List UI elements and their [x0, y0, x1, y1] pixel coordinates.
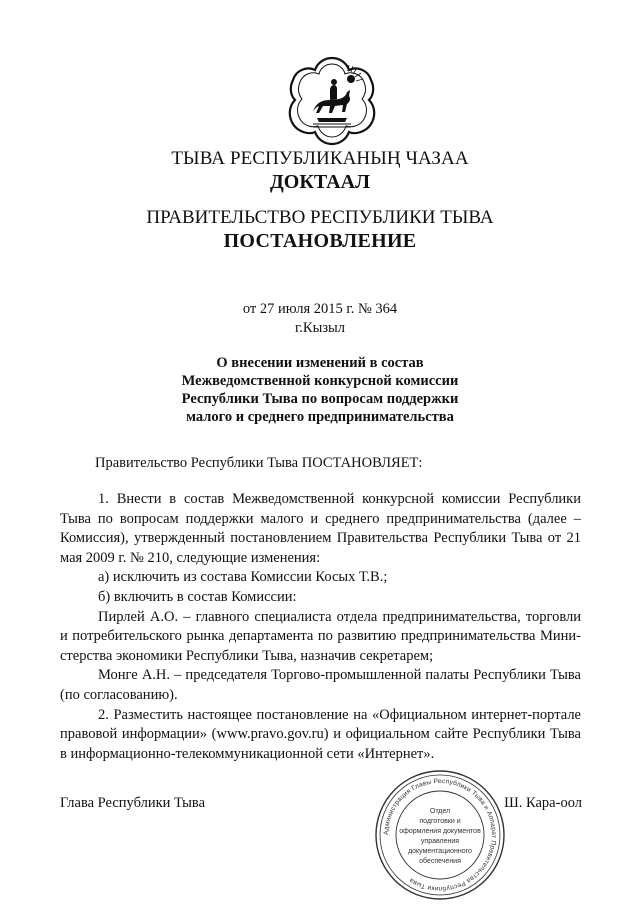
header-tuvan-government: ТЫВА РЕСПУБЛИКАНЫҢ ЧАЗАА	[171, 148, 469, 169]
resolution-intro: Правительство Республики Тыва ПОСТАНОВЛЯЕТ:	[95, 455, 423, 471]
stamp-center-line: подготовки и	[419, 818, 461, 825]
signature-name: Ш. Кара-оол	[504, 795, 582, 811]
coat-of-arms-emblem	[283, 54, 381, 146]
stamp-center-line: управления	[420, 838, 460, 845]
header-government-name: ПРАВИТЕЛЬСТВО РЕСПУБЛИКИ ТЫВА	[146, 207, 494, 228]
decree-title-line: Республики Тыва по вопросам поддержки	[181, 391, 459, 407]
decree-title-line: О внесении изменений в состав	[216, 355, 424, 371]
decree-body	[60, 490, 581, 764]
header-postanovlenie: ПОСТАНОВЛЕНИЕ	[223, 230, 417, 252]
paragraph-item-1a: а) исключить из состава Комиссии Косых Т.В.;	[98, 569, 388, 586]
paragraph-pirley: Пирлей А.О. – главного специалиста отдела предпринимательства, торговли и потребительского рынка департамента по развитию предпринимательства Министерства экономики Республики Тыва, назначив секретарем;	[60, 608, 581, 664]
header-doktaal: ДОКТААЛ	[270, 171, 370, 193]
official-stamp	[373, 768, 507, 902]
svg-text:Администрация Главы Республики	[383, 778, 497, 893]
decree-title-line: Межведомственной конкурсной комиссии	[181, 373, 459, 389]
paragraph-monge: Монге А.Н. – председателя Торгово-промышленной палаты Республики Тыва (по согласованию).	[60, 667, 581, 703]
decree-date-number: от 27 июля 2015 г. № 364	[242, 301, 398, 317]
decree-title	[0, 354, 640, 426]
paragraph-item-2: 2. Разместить настоящее постановление на «Официальном интернет-портале правовой информации» (www.pravo.gov.ru) и официальном сайте Республики Тыва в информационно-телекоммуникационной сети «Интернет».	[60, 706, 581, 762]
stamp-ring-text: Администрация Главы Республики Тыва и Аппарат Правительства Республики Тыва	[382, 777, 498, 893]
decree-city: г.Кызыл	[294, 320, 346, 336]
stamp-center-line: оформления документов	[399, 828, 481, 835]
paragraph-item-1: 1. Внести в состав Межведомственной конкурсной комиссии Республики Тыва по вопросам поддержки малого и среднего предпринимательства (далее – Комиссия), утвержденный постановлением Правительства Республики Тыва от 21 мая 2009 г. № 210, следующие изменения:	[60, 491, 581, 566]
paragraph-item-1b: б) включить в состав Комиссии:	[98, 588, 297, 605]
signature-position: Глава Республики Тыва	[60, 795, 206, 811]
stamp-center-line: Отдел	[429, 808, 451, 815]
stamp-center-line: документационного	[408, 848, 472, 855]
stamp-center-line: обеспечения	[419, 858, 461, 865]
decree-title-line: малого и среднего предпринимательства	[186, 409, 454, 425]
